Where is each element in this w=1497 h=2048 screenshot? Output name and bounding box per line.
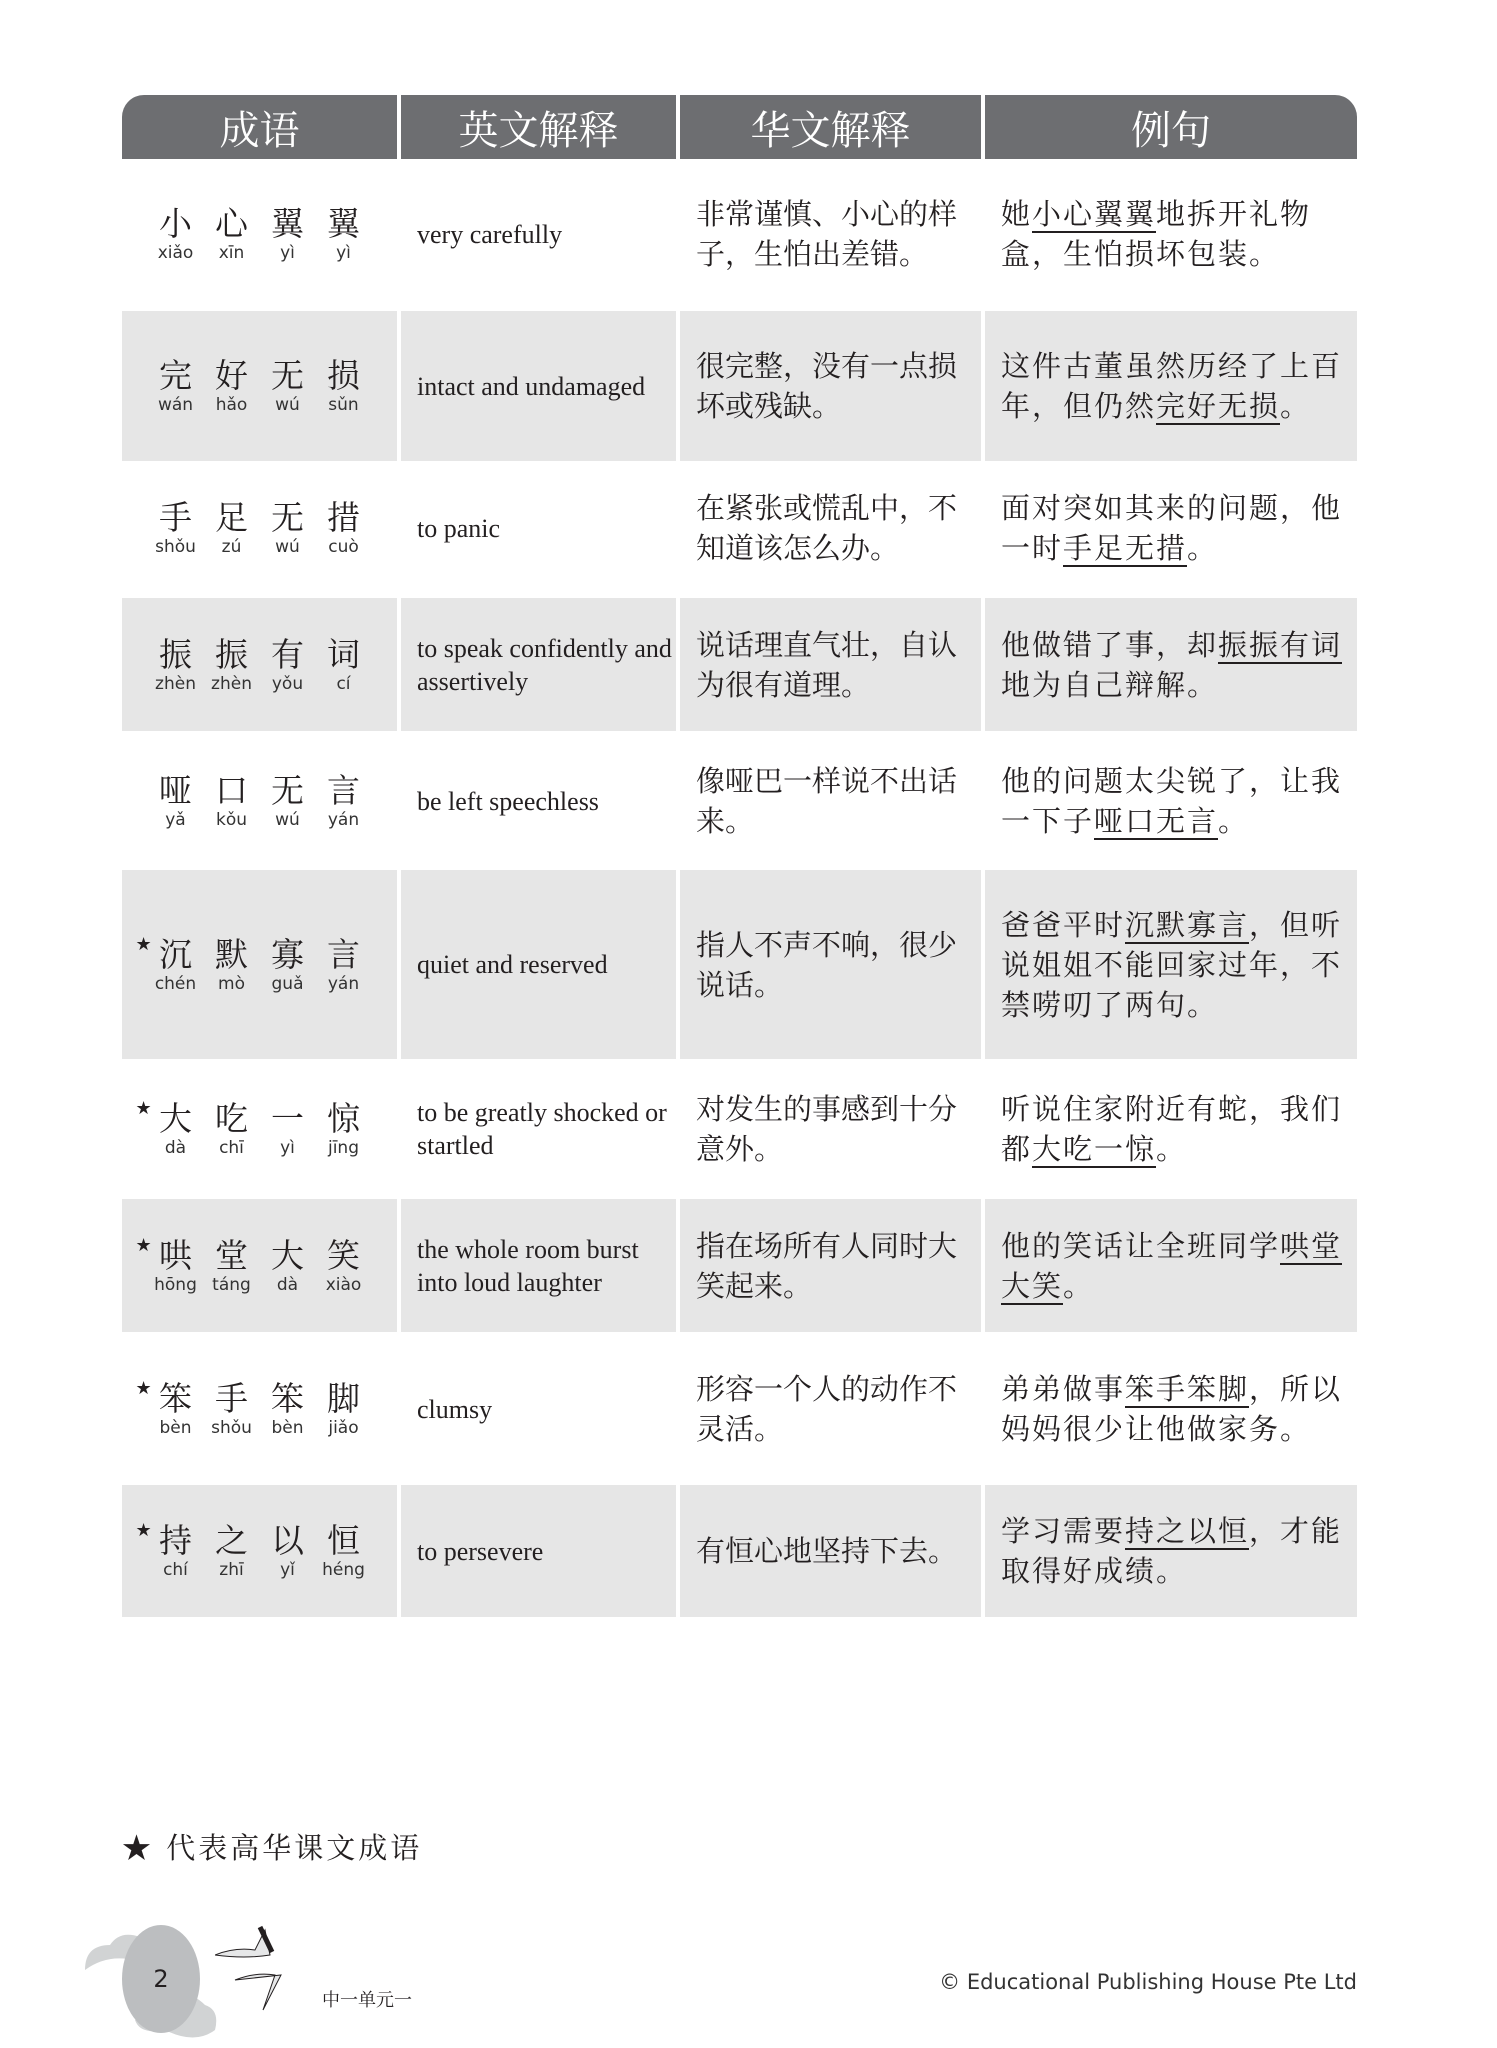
example-idiom-underlined: 哑口无言 (1094, 804, 1219, 838)
pinyin: cí (336, 673, 351, 694)
pinyin: jiǎo (328, 1418, 359, 1438)
chinese-cell (680, 736, 981, 866)
example-text: 他的笑话让全班同学 (1001, 1228, 1281, 1263)
chinese-cell (680, 1485, 981, 1617)
hanzi: 大 (159, 1099, 192, 1138)
pinyin: hǎo (215, 395, 248, 415)
hanzi: 沉 (159, 934, 192, 974)
pinyin: yán (327, 973, 360, 994)
example-text: 地为自己辩解。 (1001, 667, 1219, 702)
star-marker: ★ (135, 1234, 152, 1256)
hanzi: 笨 (271, 1379, 304, 1418)
idiom-char (316, 1237, 372, 1295)
example-sentence (1001, 346, 1343, 426)
table-row (122, 1336, 1357, 1482)
idiom-char (204, 205, 260, 263)
table-row (122, 1063, 1357, 1195)
idiom-cell (122, 463, 397, 593)
english-meaning: clumsy (417, 1394, 493, 1424)
table-row (122, 311, 1357, 461)
idiom-char (148, 205, 204, 263)
example-cell (985, 1485, 1357, 1617)
example-cell (985, 598, 1357, 731)
hanzi: 言 (327, 934, 360, 974)
idiom-char (204, 1380, 260, 1438)
example-text: 。 (1218, 804, 1250, 838)
pinyin: bèn (271, 1418, 304, 1438)
hanzi: 无 (271, 356, 304, 395)
pinyin: wú (275, 810, 300, 830)
table-row (122, 1485, 1357, 1617)
example-text: 。 (1280, 389, 1312, 423)
idiom-char (316, 636, 372, 694)
chinese-meaning: 非常谨慎、小心的样子，生怕出差错。 (696, 197, 958, 271)
english-cell (401, 1336, 676, 1482)
idiom-char (260, 936, 316, 994)
example-cell (985, 1336, 1357, 1482)
copyright: © Educational Publishing House Pte Ltd (939, 1970, 1357, 1994)
idiom-cell (122, 870, 397, 1059)
hanzi: 心 (215, 204, 248, 243)
hanzi: 大 (271, 1235, 304, 1275)
example-text: 学习需要 (1001, 1514, 1126, 1548)
chinese-cell (680, 161, 981, 307)
chinese-cell (680, 870, 981, 1059)
header-chinese: 华文解释 (680, 95, 981, 159)
idiom-char (148, 636, 204, 694)
chinese-cell (680, 1336, 981, 1482)
example-cell (985, 1199, 1357, 1332)
pinyin: wán (157, 395, 194, 415)
idiom-cell (122, 1199, 397, 1332)
header-example: 例句 (985, 95, 1357, 159)
star-marker: ★ (135, 1098, 152, 1119)
hanzi: 之 (215, 1521, 248, 1560)
idiom-char (148, 357, 204, 415)
hanzi: 哑 (159, 771, 192, 810)
idiom-char (148, 499, 204, 557)
pinyin: zú (221, 537, 242, 557)
idiom-char (260, 357, 316, 415)
pinyin: táng (212, 1274, 251, 1295)
idiom-char (204, 357, 260, 415)
hanzi: 翼 (271, 204, 304, 243)
idiom-char (260, 772, 316, 830)
birds-decoration-icon (215, 1925, 325, 2015)
pinyin: yǎ (165, 810, 186, 830)
example-idiom-underlined: 大吃一惊 (1032, 1132, 1157, 1166)
idiom-char (260, 636, 316, 694)
idiom-char (204, 1522, 260, 1580)
hanzi: 损 (327, 356, 360, 395)
pinyin: kǒu (215, 810, 248, 830)
example-sentence (1001, 488, 1343, 568)
english-cell (401, 870, 676, 1059)
pinyin: chén (154, 973, 197, 994)
english-meaning: to speak confidently and assertively (417, 633, 672, 696)
idiom-char (148, 1380, 204, 1438)
hanzi: 翼 (327, 204, 360, 243)
page-number: 2 (122, 1925, 200, 2033)
hanzi: 足 (215, 498, 248, 537)
chinese-cell (680, 598, 981, 731)
idiom-char (148, 936, 204, 994)
english-meaning: be left speechless (417, 786, 599, 816)
hanzi: 笑 (327, 1235, 360, 1275)
english-meaning: intact and undamaged (417, 371, 646, 401)
hanzi: 恒 (327, 1521, 360, 1560)
example-cell (985, 161, 1357, 307)
pinyin: dà (276, 1274, 299, 1295)
example-cell (985, 463, 1357, 593)
example-text: 。 (1187, 531, 1219, 565)
example-idiom-underlined: 振振有词 (1218, 627, 1343, 662)
idiom-char (204, 499, 260, 557)
example-sentence (1001, 1511, 1343, 1591)
pinyin: yì (280, 243, 295, 263)
idiom-char (316, 205, 372, 263)
english-cell (401, 1199, 676, 1332)
example-cell (985, 1063, 1357, 1195)
idiom-cell (122, 598, 397, 731)
english-cell (401, 463, 676, 593)
pinyin: wú (275, 537, 300, 557)
chinese-meaning: 很完整，没有一点损坏或残缺。 (696, 349, 958, 423)
example-cell (985, 311, 1357, 461)
example-idiom-underlined: 持之以恒 (1125, 1514, 1250, 1548)
idiom-char (316, 1100, 372, 1158)
example-text: 。 (1063, 1268, 1095, 1303)
pinyin: wú (275, 395, 300, 415)
idiom-char (316, 1380, 372, 1438)
header-english: 英文解释 (401, 95, 676, 159)
example-text: 弟弟做事 (1001, 1372, 1126, 1406)
hanzi: 以 (271, 1521, 304, 1560)
example-idiom-underlined: 哄堂大笑 (1001, 1228, 1343, 1303)
english-meaning: to be greatly shocked or startled (417, 1098, 667, 1160)
example-text: 。 (1156, 1132, 1188, 1166)
pinyin: jīng (327, 1138, 359, 1158)
example-idiom-underlined: 完好无损 (1156, 389, 1281, 423)
example-sentence (1001, 194, 1343, 274)
header-idiom: 成语 (122, 95, 397, 159)
idiom-char (204, 772, 260, 830)
pinyin: zhèn (155, 673, 196, 694)
idiom-cell (122, 1485, 397, 1617)
example-text: 这件古董虽然历经了上百年，但仍然 (1001, 349, 1343, 423)
idiom-cell (122, 1063, 397, 1195)
example-idiom-underlined: 沉默寡言 (1125, 907, 1250, 942)
table-row (122, 598, 1357, 731)
pinyin: yán (327, 810, 360, 830)
pinyin: mò (218, 973, 245, 994)
idiom-char (316, 936, 372, 994)
star-marker: ★ (135, 933, 152, 955)
pinyin: yǐ (280, 1560, 295, 1580)
table-row (122, 736, 1357, 866)
chinese-meaning: 指人不声不响，很少说话。 (696, 927, 958, 1002)
hanzi: 好 (215, 356, 248, 395)
example-text: 面对突如其来的问题，他一时 (1001, 491, 1343, 565)
pinyin: bèn (159, 1418, 192, 1438)
idiom-char (204, 636, 260, 694)
hanzi: 措 (327, 498, 360, 537)
pinyin: chī (219, 1138, 244, 1158)
hanzi: 手 (215, 1379, 248, 1418)
pinyin: cuò (328, 537, 359, 557)
english-cell (401, 598, 676, 731)
hanzi: 无 (271, 498, 304, 537)
example-sentence (1001, 905, 1343, 1025)
chinese-cell (680, 1199, 981, 1332)
idiom-char (260, 1100, 316, 1158)
hanzi: 词 (327, 634, 360, 674)
hanzi: 口 (215, 771, 248, 810)
hanzi: 持 (159, 1521, 192, 1560)
hanzi: 脚 (327, 1379, 360, 1418)
hanzi: 哄 (159, 1235, 192, 1275)
example-sentence (1001, 1226, 1343, 1306)
pinyin: yì (336, 243, 351, 263)
table-row (122, 1199, 1357, 1332)
example-text: 他的问题太尖锐了，让我一下子 (1001, 764, 1343, 838)
example-text: 听说住家附近有蛇，我们都 (1001, 1092, 1343, 1166)
pinyin: guǎ (271, 973, 304, 994)
chinese-cell (680, 311, 981, 461)
pinyin: zhī (219, 1560, 244, 1580)
example-idiom-underlined: 小心翼翼 (1032, 197, 1157, 231)
idiom-char (260, 499, 316, 557)
chinese-meaning: 有恒心地坚持下去。 (696, 1534, 958, 1568)
chinese-meaning: 像哑巴一样说不出话来。 (696, 764, 958, 838)
example-cell (985, 870, 1357, 1059)
star-marker: ★ (135, 1520, 152, 1541)
pinyin: xīn (218, 243, 245, 263)
english-meaning: to persevere (417, 1536, 544, 1566)
hanzi: 笨 (159, 1379, 192, 1418)
idiom-char (148, 1522, 204, 1580)
hanzi: 手 (159, 498, 192, 537)
english-cell (401, 311, 676, 461)
idiom-char (260, 1380, 316, 1438)
hanzi: 振 (159, 634, 192, 674)
chinese-meaning: 说话理直气壮，自认为很有道理。 (696, 627, 958, 702)
idiom-cell (122, 736, 397, 866)
pinyin: shǒu (155, 537, 196, 557)
example-idiom-underlined: 手足无措 (1063, 531, 1188, 565)
hanzi: 默 (215, 934, 248, 974)
hanzi: 堂 (215, 1235, 248, 1275)
pinyin: zhèn (211, 673, 252, 694)
table-row (122, 463, 1357, 593)
example-text: 爸爸平时 (1001, 907, 1126, 942)
pinyin: dà (164, 1138, 187, 1158)
example-text: ，所以妈妈很少让他做家务。 (1001, 1372, 1343, 1446)
idiom-char (204, 1237, 260, 1295)
example-text: 地拆开礼物盒，生怕损坏包装。 (1001, 197, 1312, 271)
example-sentence (1001, 1089, 1343, 1169)
example-idiom-underlined: 笨手笨脚 (1125, 1372, 1250, 1406)
table-row (122, 870, 1357, 1059)
footnote: ★ 代表高华课文成语 (122, 1831, 423, 1865)
table-row (122, 161, 1357, 307)
english-meaning: very carefully (417, 219, 563, 249)
idiom-char (204, 936, 260, 994)
hanzi: 惊 (327, 1099, 360, 1138)
pinyin: xiǎo (157, 243, 194, 263)
chinese-cell (680, 1063, 981, 1195)
hanzi: 寡 (271, 934, 304, 974)
idiom-cell (122, 1336, 397, 1482)
english-cell (401, 161, 676, 307)
hanzi: 有 (271, 634, 304, 674)
hanzi: 吃 (215, 1099, 248, 1138)
example-text: 她 (1001, 197, 1033, 231)
idiom-char (316, 499, 372, 557)
hanzi: 振 (215, 634, 248, 674)
english-cell (401, 1485, 676, 1617)
pinyin: shǒu (211, 1418, 252, 1438)
idiom-cell (122, 311, 397, 461)
pinyin: hōng (154, 1274, 197, 1295)
english-cell (401, 1063, 676, 1195)
example-text: ，才能取得好成绩。 (1001, 1514, 1343, 1588)
idiom-char (148, 772, 204, 830)
chinese-cell (680, 463, 981, 593)
hanzi: 小 (159, 204, 192, 243)
pinyin: yì (280, 1138, 295, 1158)
idiom-char (204, 1100, 260, 1158)
idiom-char (148, 1100, 204, 1158)
idiom-char (316, 1522, 372, 1580)
example-sentence (1001, 625, 1343, 705)
chinese-meaning: 形容一个人的动作不灵活。 (696, 1372, 958, 1446)
chinese-meaning: 在紧张或慌乱中，不知道该怎么办。 (696, 491, 958, 565)
example-sentence (1001, 1369, 1343, 1449)
idiom-char (260, 1237, 316, 1295)
example-text: 他做错了事，却 (1001, 627, 1219, 662)
chinese-meaning: 对发生的事感到十分意外。 (696, 1092, 958, 1166)
hanzi: 完 (159, 356, 192, 395)
hanzi: 言 (327, 771, 360, 810)
pinyin: chí (163, 1560, 188, 1580)
idiom-char (260, 1522, 316, 1580)
chinese-meaning: 指在场所有人同时大笑起来。 (696, 1228, 958, 1303)
idiom-char (316, 772, 372, 830)
idiom-char (148, 1237, 204, 1295)
example-text: ，但听说姐姐不能回家过年，不禁唠叨了两句。 (1001, 907, 1343, 1022)
hanzi: 无 (271, 771, 304, 810)
unit-label: 中一单元一 (322, 1990, 412, 2011)
english-meaning: quiet and reserved (417, 950, 608, 979)
pinyin: sǔn (328, 395, 359, 415)
example-cell (985, 736, 1357, 866)
example-sentence (1001, 761, 1343, 841)
idiom-cell (122, 161, 397, 307)
pinyin: héng (322, 1560, 365, 1580)
idiom-char (260, 205, 316, 263)
english-meaning: the whole room burst into loud laughter (417, 1234, 639, 1297)
pinyin: xiào (325, 1274, 362, 1295)
english-meaning: to panic (417, 513, 501, 543)
hanzi: 一 (271, 1099, 304, 1138)
star-marker: ★ (135, 1378, 152, 1399)
idiom-char (316, 357, 372, 415)
english-cell (401, 736, 676, 866)
pinyin: yǒu (271, 673, 304, 694)
